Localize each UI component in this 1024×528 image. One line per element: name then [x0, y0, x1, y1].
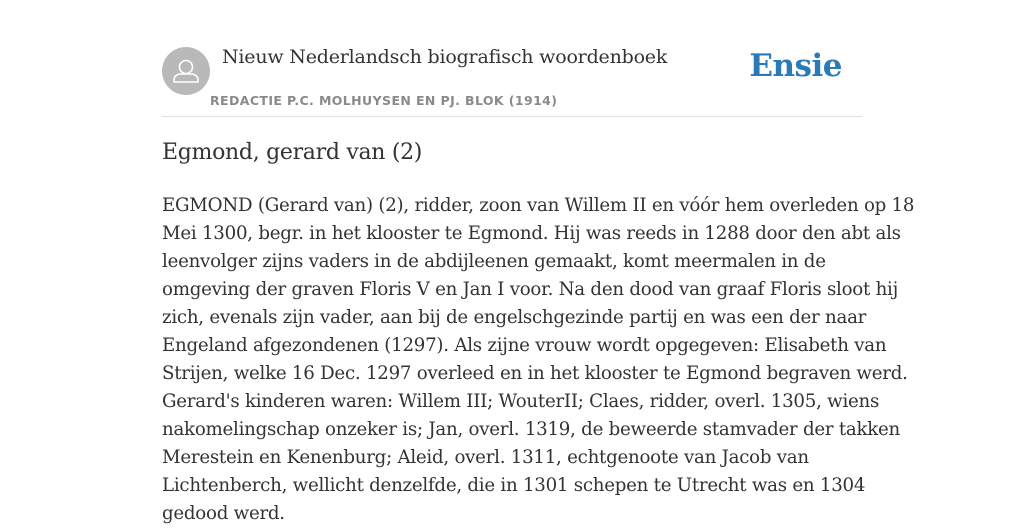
entry-body: [162, 192, 915, 528]
entry-body-line: EGMOND (Gerard van) (2), ridder, zoon van Willem II en vóór hem overleden op 18: [162, 195, 915, 216]
entry-body-line: zich, evenals zijn vader, aan bij de engelschgezinde partij en was een der naar: [162, 307, 867, 328]
entry-body-line: Strijen, welke 16 Dec. 1297 overleed en in het klooster te Egmond begraven werd.: [162, 363, 908, 384]
source-header: [162, 40, 862, 117]
entry-body-line: Gerard's kinderen waren: Willem III; WouterII; Claes, ridder, overl. 1305, wiens: [162, 391, 880, 412]
entry-body-line: nakomelingschap onzeker is; Jan, overl. 1319, de beweerde stamvader der takken: [162, 419, 901, 440]
source-subtitle: REDACTIE P.C. MOLHUYSEN EN PJ. BLOK (1914): [210, 93, 558, 108]
source-title[interactable]: Nieuw Nederlandsch biografisch woordenboek: [222, 46, 668, 68]
ensie-logo[interactable]: Ensie: [749, 48, 842, 84]
user-icon[interactable]: [162, 47, 210, 95]
entry-title: Egmond, gerard van (2): [162, 140, 423, 165]
entry-body-line: Merestein en Kenenburg; Aleid, overl. 1311, echtgenoote van Jacob van: [162, 447, 809, 468]
entry-body-line: Mei 1300, begr. in het klooster te Egmond. Hij was reeds in 1288 door den abt als: [162, 223, 901, 244]
entry-body-line: omgeving der graven Floris V en Jan I voor. Na den dood van graaf Floris sloot hij: [162, 279, 899, 300]
entry-body-line: leenvolger zijns vaders in de abdijleenen gemaakt, komt meermalen in de: [162, 251, 826, 272]
entry-body-line: Lichtenberch, wellicht denzelfde, die in 1301 schepen te Utrecht was en 1304: [162, 475, 866, 496]
entry-body-line: Engeland afgezondenen (1297). Als zijne vrouw wordt opgegeven: Elisabeth van: [162, 335, 887, 356]
entry-body-line: gedood werd.: [162, 503, 285, 524]
